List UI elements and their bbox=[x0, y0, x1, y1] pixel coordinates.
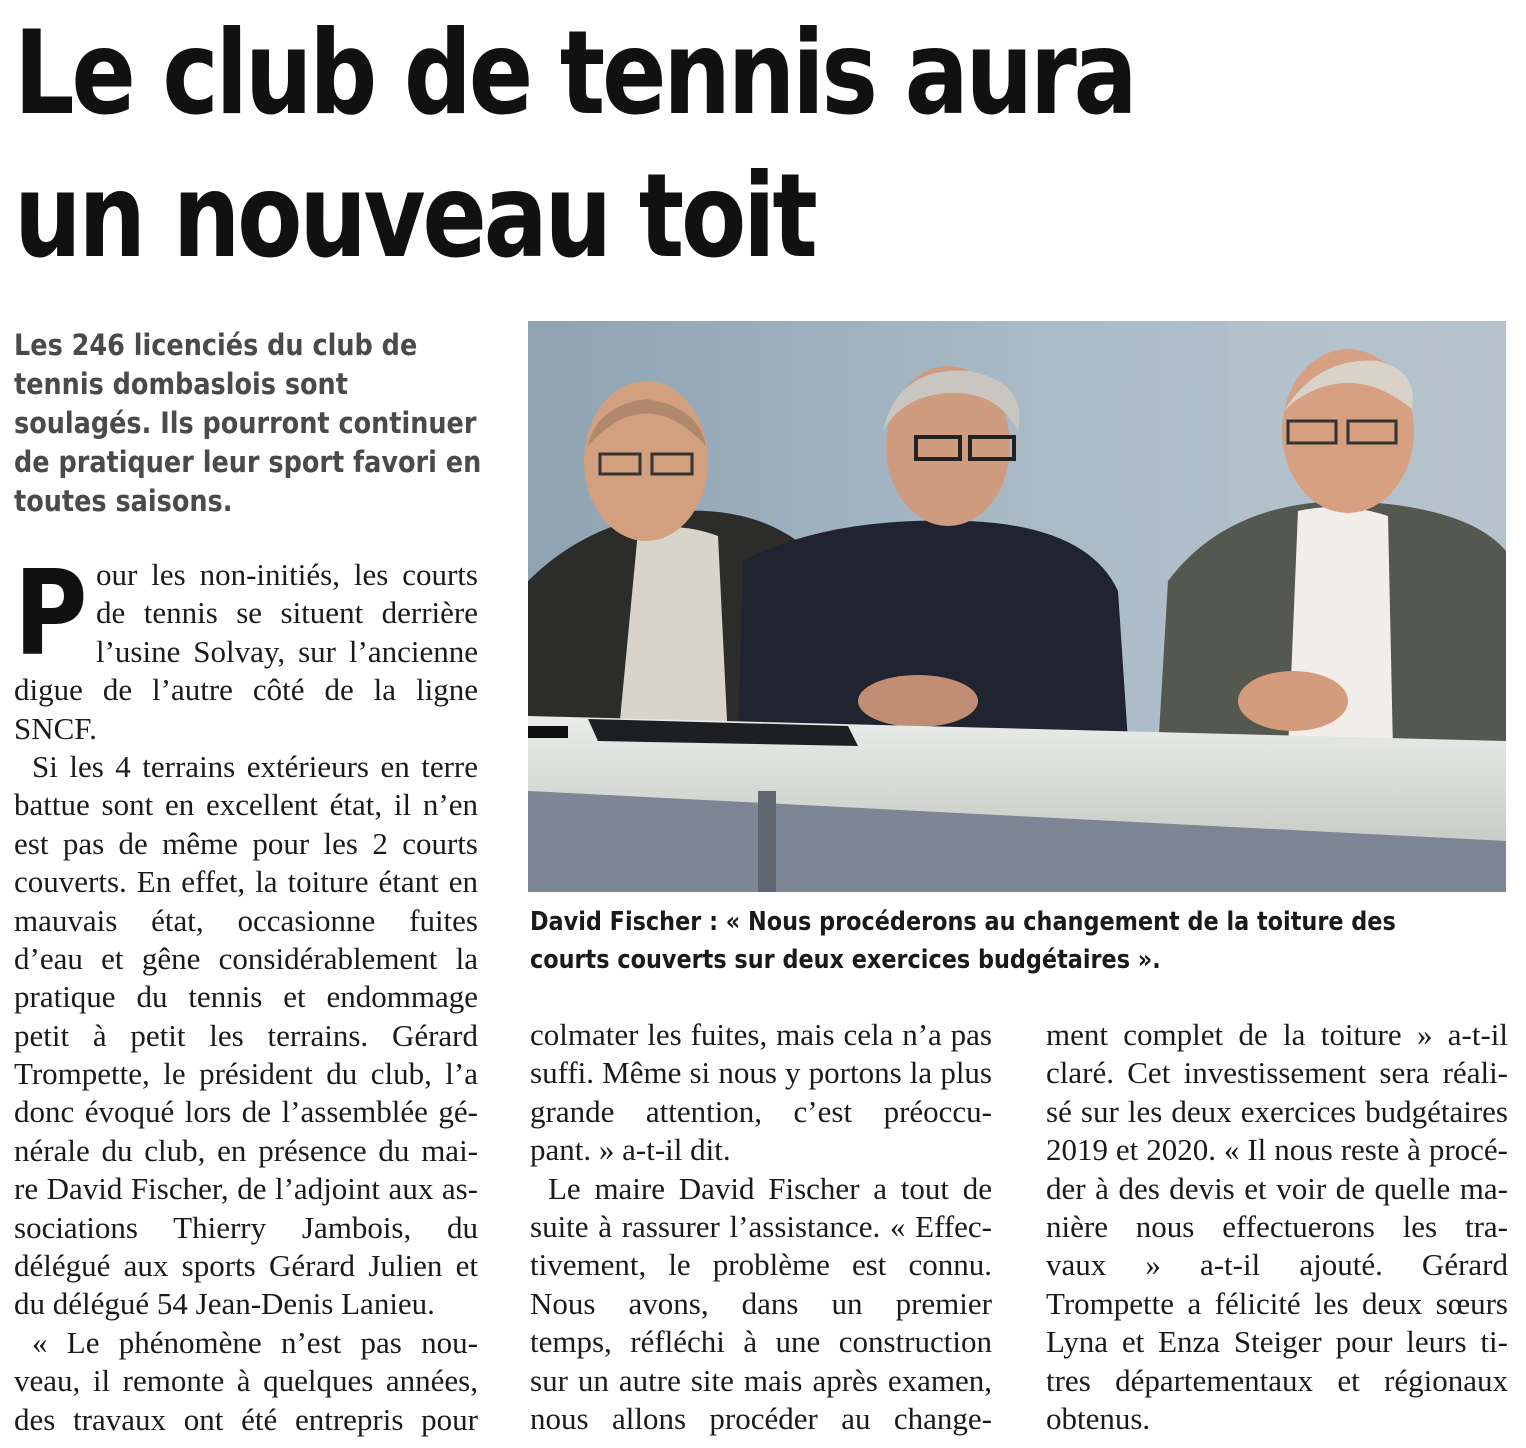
body-line: « Le phénomène n’est pas nou- bbox=[32, 1324, 478, 1360]
body-line: Trompette, le président du club, l’a bbox=[14, 1056, 478, 1092]
lead-line: de pratiquer leur sport favori en bbox=[14, 445, 482, 479]
lead-line: tennis dombaslois sont bbox=[14, 367, 348, 401]
body-line: der à des devis et voir de quelle ma- bbox=[1046, 1170, 1508, 1206]
body-column-2 bbox=[530, 1016, 992, 1438]
body-line: obtenus. bbox=[1046, 1400, 1151, 1436]
body-line: battue sont en excellent état, il n’en bbox=[14, 787, 478, 823]
body-line: de tennis se situent derrière bbox=[96, 595, 478, 631]
lead-line: soulagés. Ils pourront continuer bbox=[14, 406, 477, 440]
headline bbox=[14, 2, 1236, 288]
body-line: nérale du club, en présence du mai- bbox=[14, 1132, 478, 1168]
body-line: suite à rassurer l’assistance. « Effec- bbox=[530, 1208, 992, 1244]
body-line: veau, il remonte à quelques années, bbox=[14, 1363, 478, 1399]
body-line: Si les 4 terrains extérieurs en terre bbox=[32, 748, 478, 784]
body-line: pant. » a-t-il dit. bbox=[530, 1132, 731, 1168]
body-line: ment complet de la toiture » a-t-il bbox=[1046, 1017, 1508, 1052]
caption-line-2: courts couverts sur deux exercices budgétaires ». bbox=[530, 945, 1161, 975]
body-line: temps, réfléchi à une construction bbox=[530, 1324, 992, 1360]
body-line: vaux » a-t-il ajouté. Gérard bbox=[1046, 1247, 1508, 1283]
body-line: d’eau et gêne considérablement la bbox=[14, 940, 478, 976]
body-line: Nous avons, dans un premier bbox=[530, 1285, 992, 1321]
lead-paragraph bbox=[14, 326, 484, 521]
body-line: couverts. En effet, la toiture étant en bbox=[14, 864, 478, 900]
body-line: délégué aux sports Gérard Julien et bbox=[14, 1248, 478, 1284]
body-line: grande attention, c’est préoccu- bbox=[530, 1093, 992, 1129]
caption-line-1: David Fischer : « Nous procéderons au changement de la toiture des bbox=[530, 907, 1396, 937]
photo-caption bbox=[530, 903, 1510, 979]
body-line: re David Fischer, de l’adjoint aux as- bbox=[14, 1171, 478, 1207]
body-line: our les non-initiés, les courts bbox=[96, 557, 478, 592]
body-line: sociations Thierry Jambois, du bbox=[14, 1209, 478, 1245]
body-line: colmater les fuites, mais cela n’a pas bbox=[530, 1017, 992, 1052]
body-line: nière nous effectuerons les tra- bbox=[1046, 1208, 1508, 1244]
body-line: du délégué 54 Jean-Denis Lanieu. bbox=[14, 1286, 435, 1322]
body-line: Lyna et Enza Steiger pour leurs ti- bbox=[1046, 1324, 1508, 1360]
body-line: nous allons procéder au change- bbox=[530, 1400, 992, 1436]
body-line: petit à petit les terrains. Gérard bbox=[14, 1017, 478, 1053]
body-line: tivement, le problème est connu. bbox=[530, 1247, 992, 1283]
headline-line-2: un nouveau toit bbox=[14, 149, 815, 284]
headline-line-1: Le club de tennis aura bbox=[14, 6, 1135, 141]
body-line: digue de l’autre côté de la ligne bbox=[14, 672, 478, 708]
lead-line: Les 246 licenciés du club de bbox=[14, 328, 418, 362]
article-photo bbox=[528, 321, 1506, 892]
body-line: l’usine Solvay, sur l’ancienne bbox=[96, 633, 478, 669]
body-line: tres départementaux et régionaux bbox=[1046, 1362, 1508, 1398]
body-line: Le maire David Fischer a tout de bbox=[548, 1170, 992, 1206]
body-line: suffi. Même si nous y portons la plus bbox=[530, 1055, 992, 1091]
body-line: mauvais état, occasionne fuites bbox=[14, 902, 478, 938]
body-line: SNCF. bbox=[14, 710, 97, 746]
body-column-1 bbox=[14, 544, 478, 1439]
body-line: est pas de même pour les 2 courts bbox=[14, 825, 478, 861]
body-column-3 bbox=[1046, 1016, 1508, 1438]
photo-illustration bbox=[528, 321, 1506, 892]
body-line: Trompette a félicité les deux sœurs bbox=[1046, 1285, 1508, 1321]
lead-line: toutes saisons. bbox=[14, 484, 233, 518]
body-line: des travaux ont été entrepris pour bbox=[14, 1401, 478, 1437]
body-line: sé sur les deux exercices budgétaires bbox=[1046, 1093, 1508, 1129]
body-line: donc évoqué lors de l’assemblée gé- bbox=[14, 1094, 478, 1130]
body-line: pratique du tennis et endommage bbox=[14, 979, 478, 1015]
drop-cap: P bbox=[14, 544, 88, 682]
body-line: 2019 et 2020. « Il nous reste à procé- bbox=[1046, 1132, 1508, 1168]
body-line: claré. Cet investissement sera réali- bbox=[1046, 1055, 1508, 1091]
body-line: sur un autre site mais après examen, bbox=[530, 1362, 992, 1398]
